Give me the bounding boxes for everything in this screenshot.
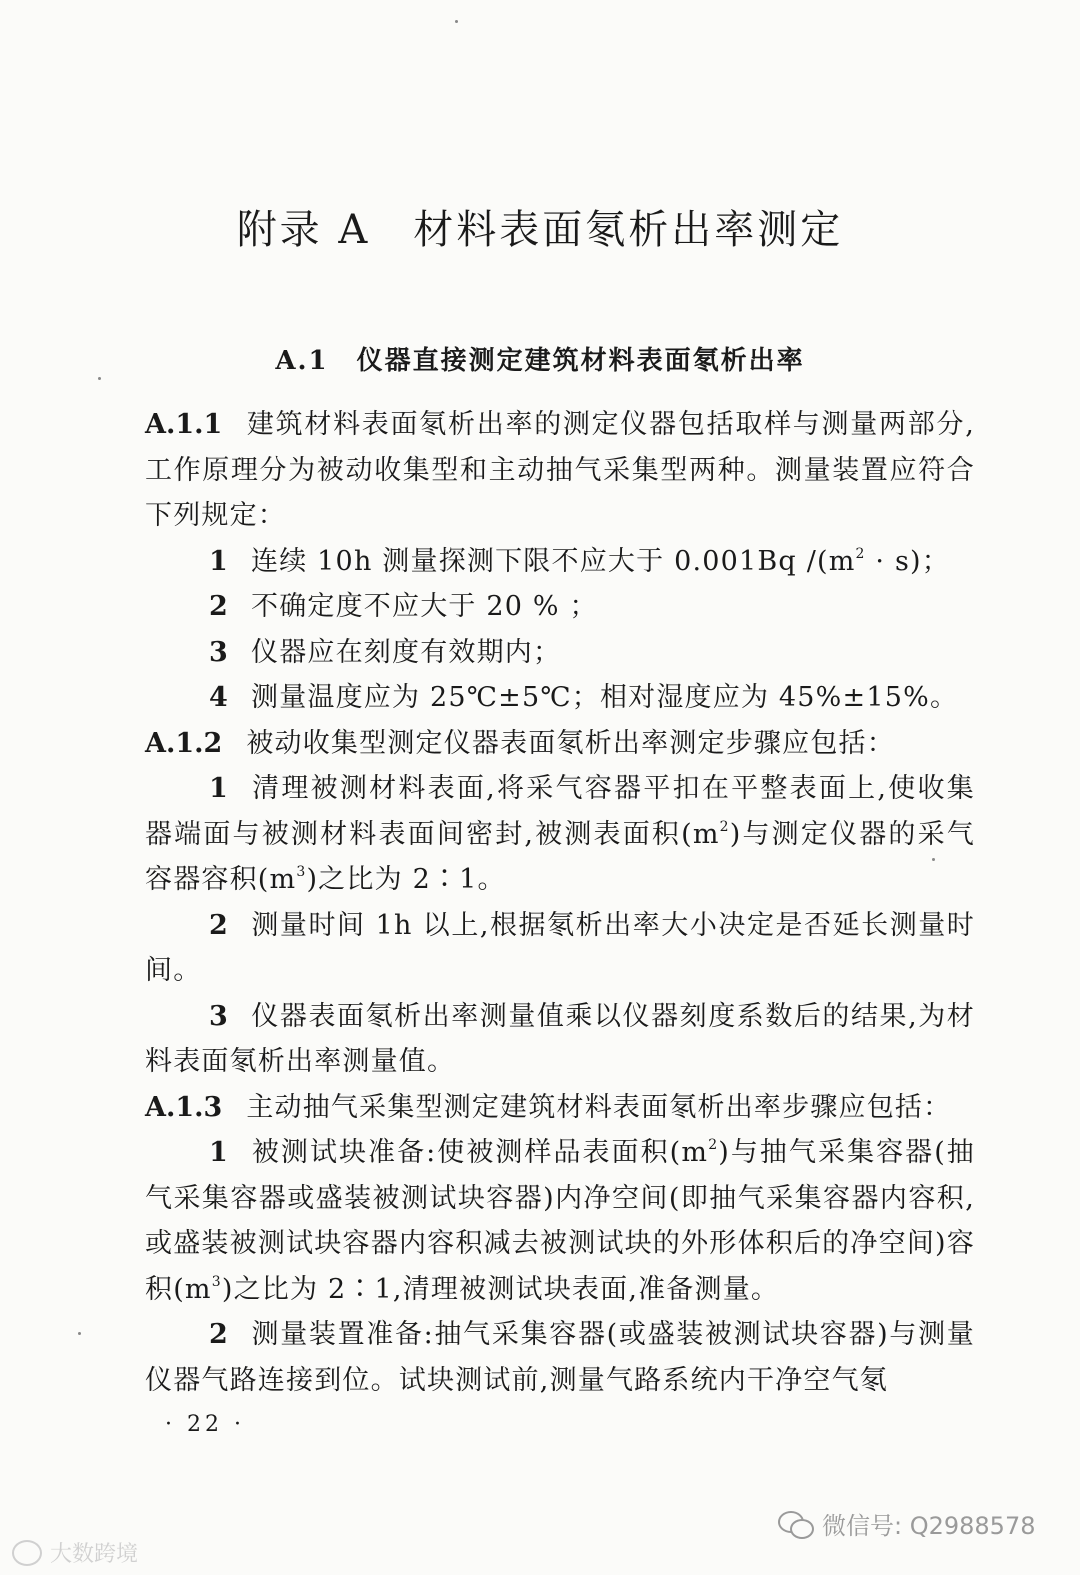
scan-speck [98, 377, 101, 380]
superscript: 3 [211, 1273, 222, 1290]
wechat-icon [778, 1511, 812, 1537]
superscript: 2 [855, 545, 866, 562]
list-item [145, 1130, 975, 1312]
scan-speck [78, 1332, 81, 1335]
list-item [145, 1312, 975, 1403]
scan-speck [455, 20, 458, 23]
list-item [145, 539, 975, 585]
clause-a12 [145, 721, 975, 767]
wechat-id-text: 微信号: Q2988578 [822, 1512, 1036, 1540]
list-item [145, 630, 975, 676]
item-text: )之比为 2∶1,清理被测试块表面,准备测量。 [221, 1273, 780, 1305]
superscript: 3 [296, 864, 307, 880]
item-text: 被测试块准备:使被测样品表面积(m [251, 1137, 709, 1168]
clause-a13 [145, 1085, 975, 1131]
brand-text: 大数跨境 [50, 1542, 139, 1567]
clause-text: 被动收集型测定仪器表面氡析出率测定步骤应包括： [246, 727, 895, 759]
item-number: 3 [209, 1000, 229, 1032]
clause-text: 主动抽气采集型测定建筑材料表面氡析出率步骤应包括： [246, 1091, 952, 1123]
item-text: 测量时间 1h 以上,根据氡析出率大小决定是否延长测量时间。 [145, 909, 975, 986]
list-item [145, 903, 975, 994]
item-number: 2 [209, 591, 229, 622]
item-text: 测量温度应为 25℃±5℃；相对湿度应为 45%±15%。 [251, 682, 959, 713]
item-text: 仪器表面氡析出率测量值乘以仪器刻度系数后的结果,为材料表面氡析出率测量值。 [145, 1000, 975, 1077]
superscript: 2 [719, 818, 730, 835]
section-title: A.1 仪器直接测定建筑材料表面氡析出率 [275, 346, 805, 376]
clause-text: 建筑材料表面氡析出率的测定仪器包括取样与测量两部分,工作原理分为被动收集型和主动抽气采集型两种。测量装置应符合下列规定： [145, 409, 975, 531]
item-number: 1 [209, 545, 229, 577]
item-text: )之比为 2∶1。 [306, 864, 506, 895]
item-number: 1 [209, 773, 229, 804]
superscript: 2 [708, 1137, 719, 1153]
list-item [145, 584, 975, 630]
item-text: 不确定度不应大于 20 % ； [251, 591, 598, 622]
item-number: 2 [209, 909, 229, 941]
item-number: 2 [209, 1319, 229, 1350]
item-text: )与抽气采集容器(抽气采集容器或盛装被测试块容器)内净空间(即抽气采集容器内容积,或盛装被测试块容器内容积减去被测试块的外形体积后的净空间)容积(m [145, 1137, 975, 1305]
item-number: 3 [209, 636, 229, 668]
clause-number: A.1.3 [145, 1091, 223, 1123]
list-item [145, 675, 975, 721]
item-number: 1 [209, 1137, 229, 1168]
clause-number: A.1.2 [145, 727, 223, 759]
clause-number: A.1.1 [145, 409, 223, 440]
item-number: 4 [209, 682, 229, 713]
page-number: · 22 · [165, 1412, 245, 1437]
item-text: 仪器应在刻度有效期内； [251, 636, 562, 668]
document-body [145, 402, 975, 1403]
list-item [145, 994, 975, 1085]
brand-watermark [12, 1537, 138, 1568]
wechat-watermark [778, 1506, 1036, 1541]
brand-logo-icon [12, 1540, 42, 1566]
item-text: )与测定仪器的采气容器容积(m [145, 818, 975, 895]
item-text: 连续 10h 测量探测下限不应大于 0.001Bq /(m [251, 545, 856, 577]
clause-a11 [145, 402, 975, 539]
item-text: 测量装置准备:抽气采集容器(或盛装被测试块容器)与测量仪器气路连接到位。试块测试前,测量气路系统内干净空气氡 [145, 1319, 975, 1396]
list-item [145, 766, 975, 903]
item-text: · s)； [865, 545, 950, 577]
item-text: 清理被测材料表面,将采气容器平扣在平整表面上,使收集器端面与被测材料表面间密封,被测表面积(m [145, 773, 975, 850]
appendix-title: 附录 A 材料表面氡析出率测定 [236, 207, 844, 253]
